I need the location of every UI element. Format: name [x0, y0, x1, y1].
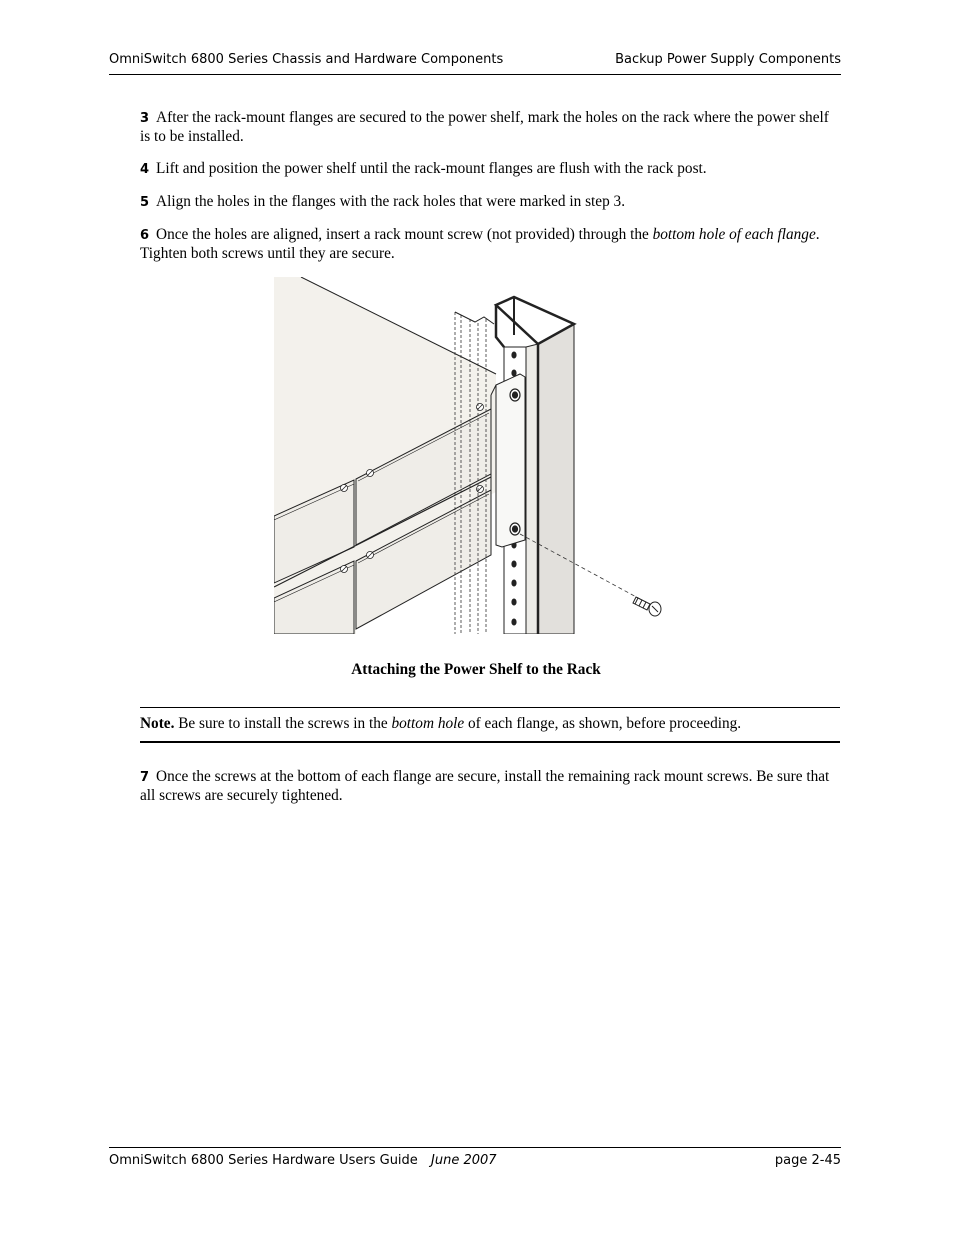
step-emphasis: bottom hole of each flange — [652, 226, 816, 243]
note-text-end: of each flange, as shown, before proceeding. — [464, 715, 742, 732]
step-text: Lift and position the power shelf until the rack-mount flanges are flush with the rack post. — [156, 160, 707, 177]
step-number: 6 — [140, 228, 150, 243]
note-text: Be sure to install the screws in the — [174, 715, 392, 732]
step-7 — [140, 768, 830, 805]
note-emphasis: bottom hole — [391, 715, 465, 732]
footer-page-number: page 2-45 — [774, 1153, 841, 1168]
step-text: After the rack-mount flanges are secured to the power shelf, mark the holes on the rack where the power shelf is to be installed. — [140, 109, 829, 145]
header-chapter-title: OmniSwitch 6800 Series Chassis and Hardware Components — [109, 52, 504, 67]
step-number: 3 — [140, 111, 150, 126]
step-number: 4 — [140, 162, 150, 177]
rack-post-side-face — [538, 324, 574, 634]
step-text: Align the holes in the flanges with the rack holes that were marked in step 3. — [156, 193, 626, 210]
page-header — [109, 50, 841, 75]
step-5 — [140, 193, 830, 212]
figure-caption: Attaching the Power Shelf to the Rack — [351, 661, 601, 678]
footer-guide-title: OmniSwitch 6800 Series Hardware Users Guide — [109, 1153, 418, 1168]
step-number: 7 — [140, 770, 150, 785]
step-4 — [140, 160, 830, 179]
rack-mount-illustration — [274, 277, 669, 634]
step-text-end: . Tighten both screws until they are secure. — [140, 226, 820, 262]
footer-date: June 2007 — [431, 1153, 497, 1168]
mounting-flange — [496, 374, 525, 547]
note-box — [140, 707, 840, 743]
rack-mount-screw-icon — [633, 597, 661, 616]
note-label: Note. — [140, 715, 175, 732]
step-3 — [140, 109, 830, 146]
step-text: Once the screws at the bottom of each flange are secure, install the remaining rack mount screws. Be sure that all screws are securely tightened. — [140, 768, 830, 804]
header-section-title: Backup Power Supply Components — [615, 52, 841, 67]
step-text: Once the holes are aligned, insert a rack mount screw (not provided) through the — [156, 226, 653, 243]
page-footer — [109, 1147, 841, 1168]
rack-post-channel — [526, 344, 538, 634]
step-6 — [140, 226, 830, 263]
step-number: 5 — [140, 195, 150, 210]
